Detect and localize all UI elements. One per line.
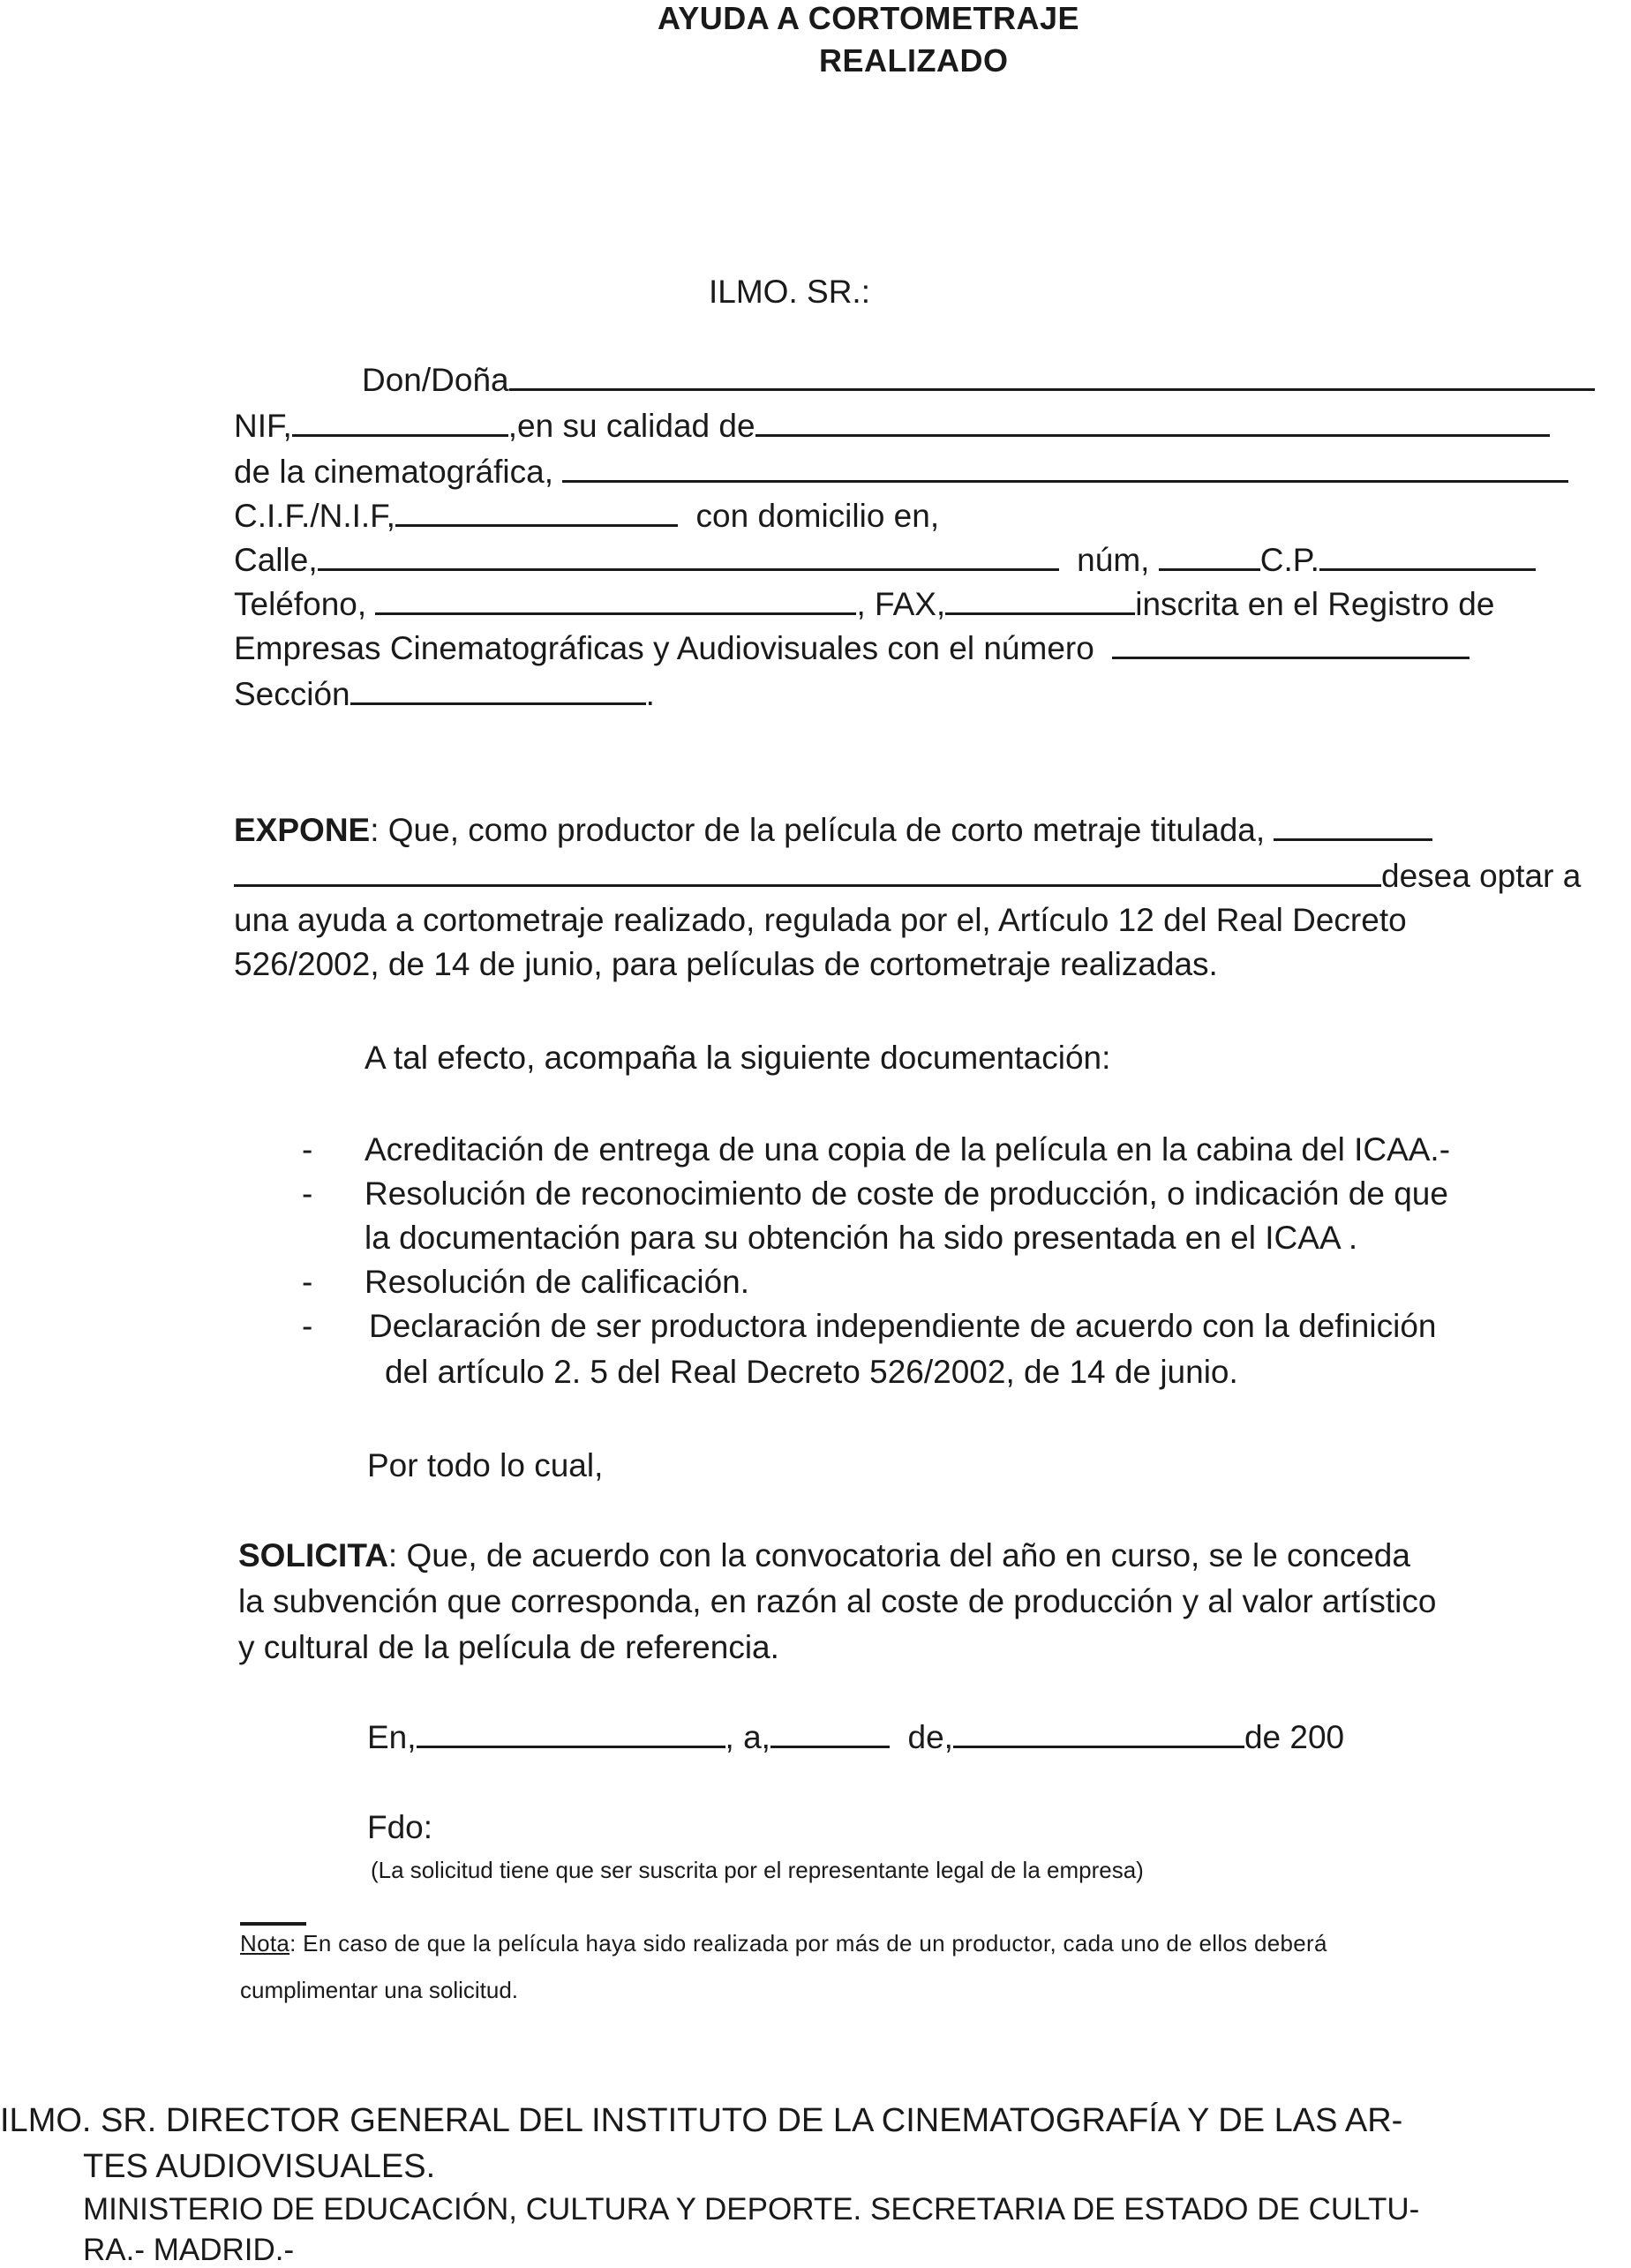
solicita-label: SOLICITA [238,1537,388,1573]
inscrita-label: inscrita en el Registro de [1135,586,1495,622]
cinematografica-field[interactable] [562,454,1568,483]
date-a-label: , a, [725,1719,770,1755]
footer-line-1: ILMO. SR. DIRECTOR GENERAL DEL INSTITUTO DE LA CINEMATOGRAFÍA Y DE LAS AR- [0,2102,1403,2139]
solicita-line-2: la subvención que corresponda, en razón al coste de producción y al valor artístico [238,1583,1437,1619]
nota-line-1 [240,1930,1327,1957]
footer-line-2: TES AUDIOVISUALES. [83,2148,436,2185]
seccion-line [234,676,655,713]
empresas-line [234,630,1469,667]
empresas-label: Empresas Cinematográficas y Audiovisuales con el número [234,630,1094,666]
doc-item-1: Acreditación de entrega de una copia de la película en la cabina del ICAA.- [365,1131,1451,1168]
expone-text-1: : Que, como productor de la película de corto metraje titulada, [370,812,1266,848]
date-month-field[interactable] [953,1719,1244,1748]
telefono-label: Teléfono, [234,586,367,622]
calle-field[interactable] [318,542,1059,571]
solicita-line-1 [238,1537,1410,1574]
date-en-label: En, [367,1719,417,1755]
doc-item-4: Declaración de ser productora independiente de acuerdo con la definición [369,1308,1437,1344]
num-label: núm, [1077,542,1150,578]
don-dona-line [362,362,1595,399]
fax-field[interactable] [945,586,1135,615]
seccion-end: . [645,676,655,712]
nota-rule [240,1922,306,1926]
fax-label: , FAX, [856,586,946,622]
calle-line [234,542,1536,579]
docs-intro: A tal efecto, acompaña la siguiente documentación: [365,1040,1111,1076]
nif-line [234,408,1550,445]
titulada-field[interactable] [1274,812,1432,841]
calidad-label: ,en su calidad de [507,408,755,444]
cif-field[interactable] [395,498,678,527]
don-dona-field[interactable] [509,362,1595,391]
telefono-field[interactable] [375,586,856,615]
salutation: ILMO. SR.: [709,274,870,310]
expone-line-3: una ayuda a cortometraje realizado, regulada por el, Artículo 12 del Real Decreto [234,902,1407,938]
empresas-field[interactable] [1112,630,1469,659]
title-line-1: AYUDA A CORTOMETRAJE [658,0,1080,36]
date-day-field[interactable] [770,1719,890,1748]
doc-item-3: Resolución de calificación. [365,1264,750,1300]
domicilio-label: con domicilio en, [695,498,940,534]
doc-dash-3: - [302,1264,313,1300]
cif-line [234,498,939,535]
expone-label: EXPONE [234,812,371,848]
expone-text-2: desea optar a [1381,858,1582,894]
fdo-label: Fdo: [367,1809,433,1845]
date-place-field[interactable] [417,1719,725,1748]
nota-text-1: : En caso de que la película haya sido realizada por más de un productor, cada uno de ellos deberá [289,1930,1327,1956]
title-line-2: REALIZADO [819,42,1009,79]
footer-line-3: MINISTERIO DE EDUCACIÓN, CULTURA Y DEPORTE. SECRETARIA DE ESTADO DE CULTU- [83,2192,1420,2227]
solicita-text-1: : Que, de acuerdo con la convocatoria del año en curso, se le conceda [387,1537,1410,1573]
cif-label: C.I.F./N.I.F, [234,498,395,534]
date-de2-label: de 200 [1244,1719,1345,1755]
doc-dash-1: - [302,1131,313,1168]
por-todo: Por todo lo cual, [367,1447,604,1483]
doc-item-2: Resolución de reconocimiento de coste de producción, o indicación de que [365,1175,1448,1212]
telefono-line [234,586,1494,623]
doc-dash-2: - [302,1175,313,1212]
expone-line-1 [234,812,1432,849]
nota-label: Nota [240,1930,290,1956]
nif-label: NIF, [234,408,292,444]
nif-field[interactable] [292,408,508,437]
date-de1-label: de, [907,1719,953,1755]
footer-line-4: RA.- MADRID.- [83,2233,295,2267]
seccion-field[interactable] [350,676,646,705]
cinematografica-label: de la cinematográfica, [234,454,553,490]
expone-line-4: 526/2002, de 14 de junio, para películas de cortometraje realizadas. [234,946,1218,982]
date-line [367,1719,1344,1756]
cp-field[interactable] [1319,542,1536,571]
nota-line-2: cumplimentar una solicitud. [240,1977,519,2003]
calidad-field[interactable] [755,408,1550,437]
solicita-line-3: y cultural de la película de referencia. [238,1629,779,1665]
titulada-field-2[interactable] [234,858,1381,887]
cinematografica-line [234,454,1568,491]
doc-dash-4: - [302,1308,313,1344]
seccion-label: Sección [234,676,350,712]
doc-item-4-cont: del artículo 2. 5 del Real Decreto 526/2002, de 14 de junio. [385,1354,1238,1390]
don-dona-label: Don/Doña [362,362,509,398]
num-field[interactable] [1159,542,1260,571]
fdo-note: (La solicitud tiene que ser suscrita por el representante legal de la empresa) [371,1857,1144,1883]
calle-label: Calle, [234,542,318,578]
doc-item-2-cont: la documentación para su obtención ha sido presentada en el ICAA . [365,1220,1358,1256]
expone-line-2 [234,858,1581,895]
cp-label: C.P. [1259,542,1319,578]
